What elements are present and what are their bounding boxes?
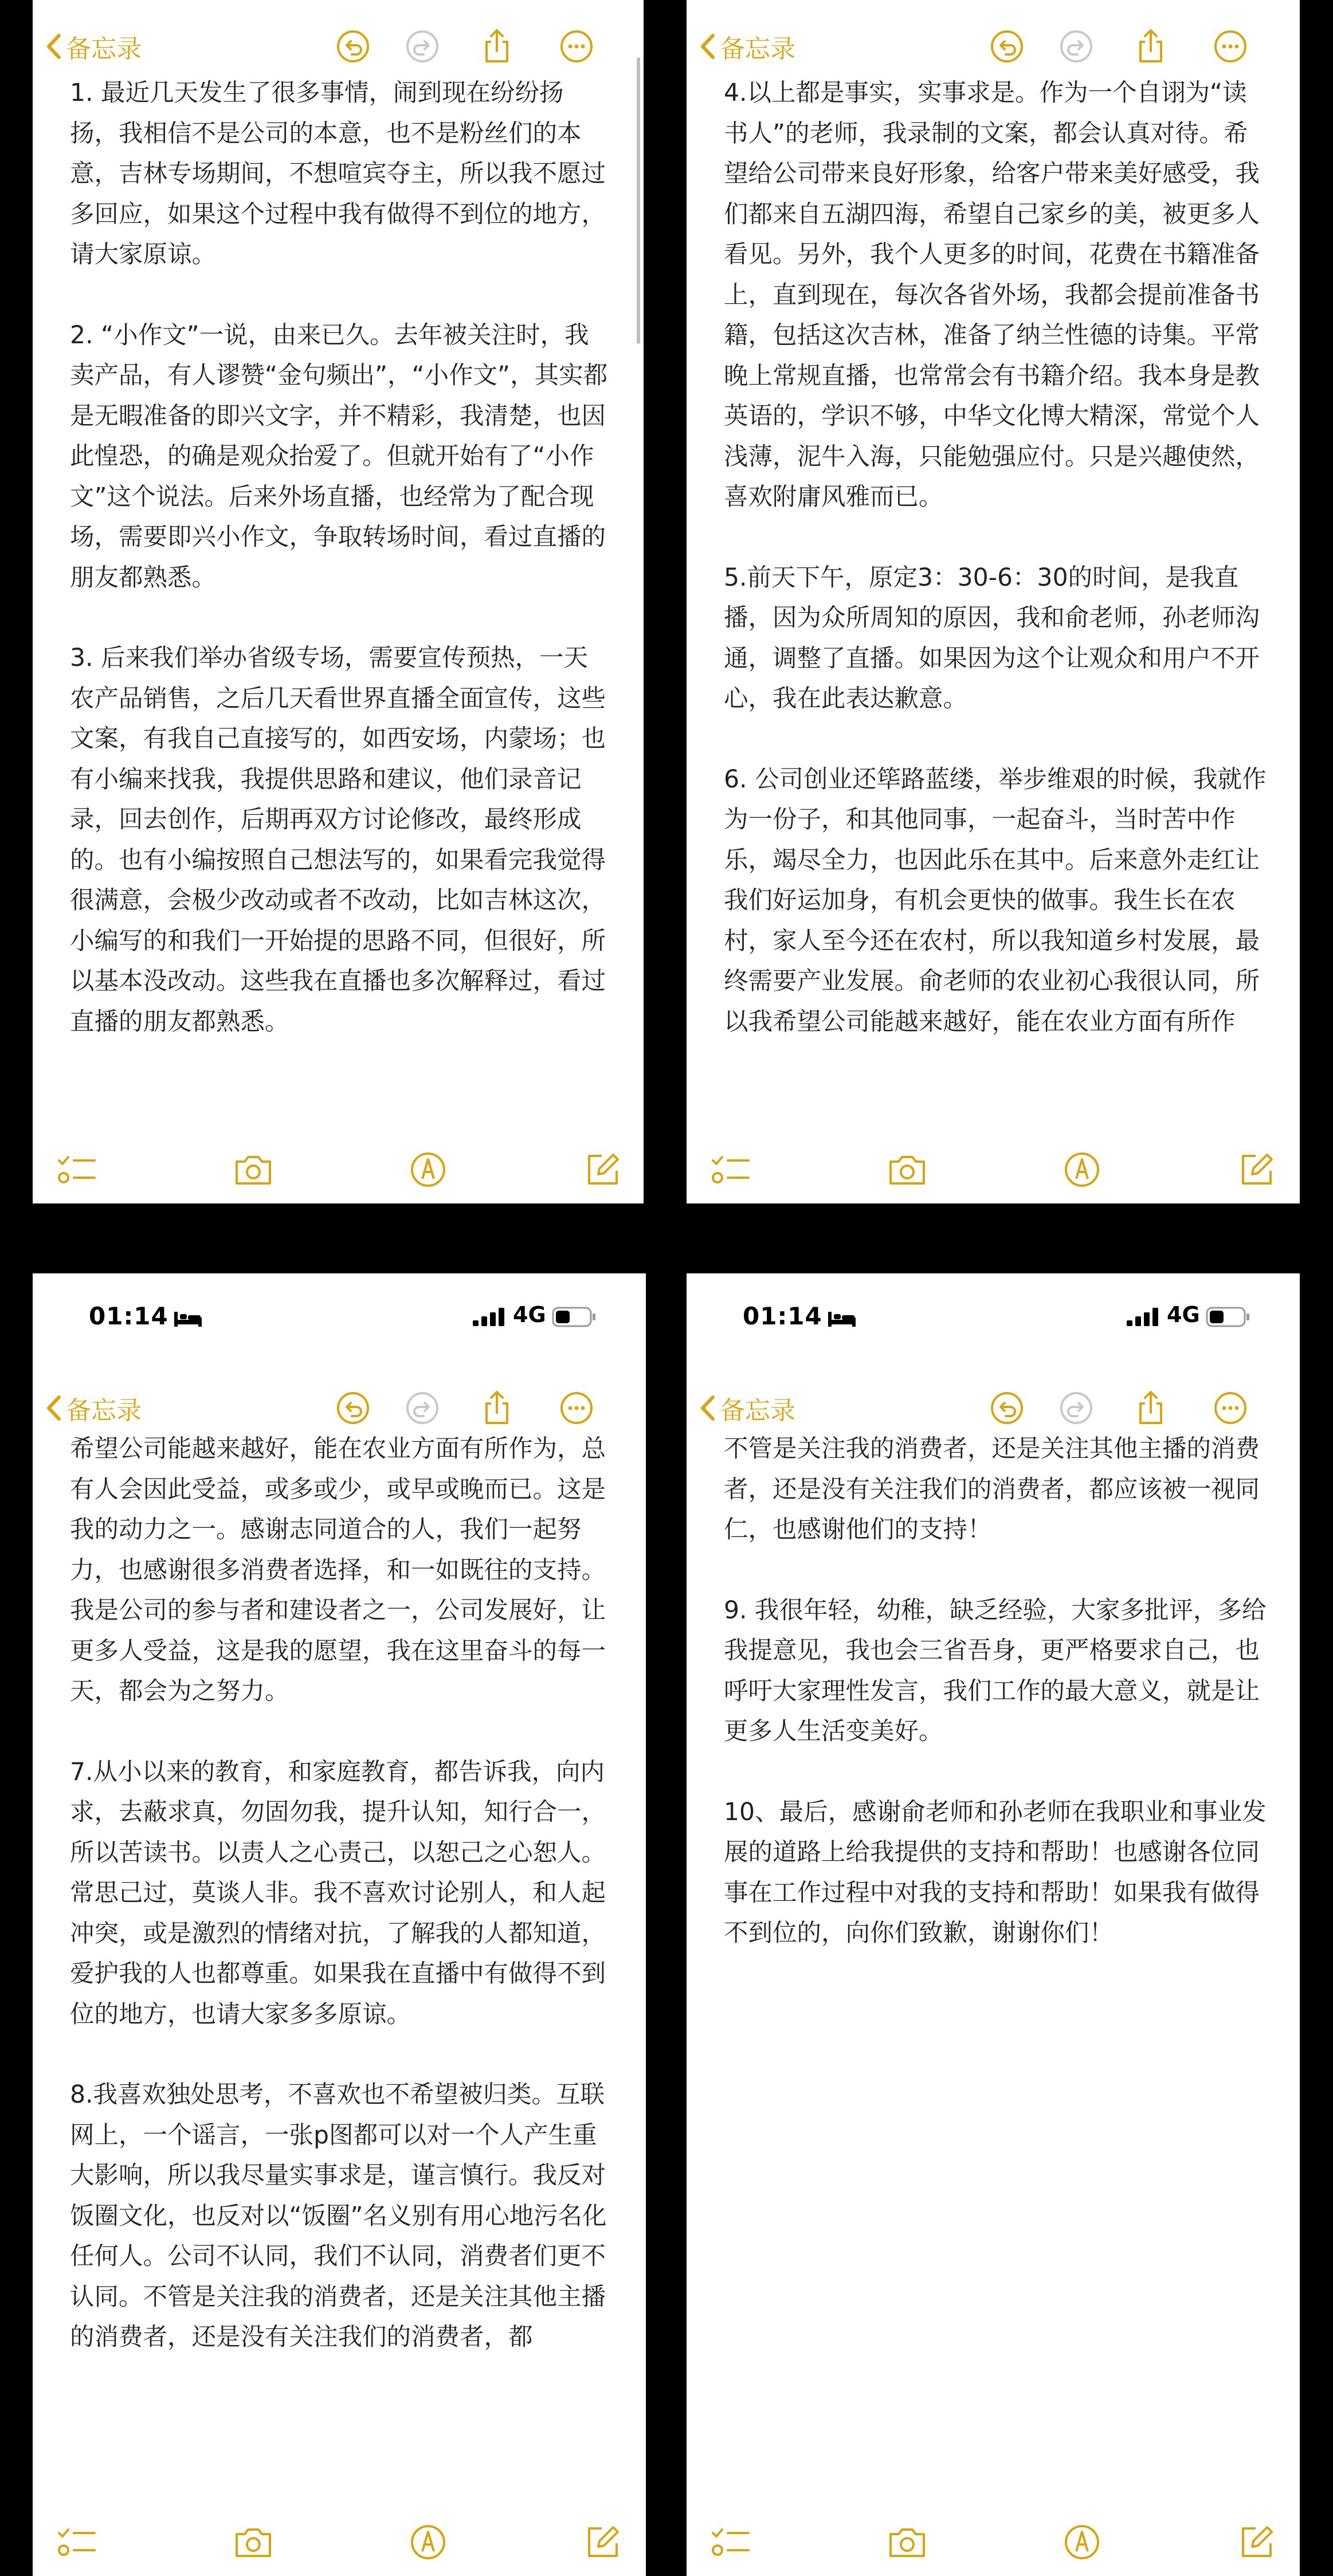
back-button[interactable] xyxy=(699,1382,795,1434)
back-label: 备忘录 xyxy=(66,34,142,64)
note-paragraph: 8.我喜欢独处思考，不喜欢也不希望被归类。互联网上，一个谣言，一张p图都可以对一个人产生重大影响，所以我尽量实事求是，谨言慎行。我反对饭圈文化，也反对以“饭圈”名义别有用心地污名化任何人。公司不认同，我们不认同，消费者们更不认同。不管是关注我的消费者，还是关注其他主播的消费者，还是没有关注我们的消费者，都 xyxy=(70,2081,607,2351)
redo-button[interactable] xyxy=(1058,1390,1095,1426)
note-paragraph: 10、最后，感谢俞老师和孙老师在我职业和事业发展的道路上给我提供的支持和帮助！也感谢各位同事在工作过程中对我的支持和帮助！如果我有做得不到位的，向你们致歉，谢谢你们！ xyxy=(724,1798,1267,1947)
undo-button[interactable] xyxy=(335,1390,371,1426)
compose-icon xyxy=(1238,2524,1275,2561)
chevron-left-icon xyxy=(45,32,62,61)
compose-button[interactable] xyxy=(583,1150,623,1190)
note-body[interactable] xyxy=(724,1429,1268,1954)
note-paragraph: 5.前天下午，原定3：30-6：30的时间，是我直播，因为众所周知的原因，我和俞老师，孙老师沟通，调整了直播。如果因为这个让观众和用户不开心，我在此表达歉意。 xyxy=(724,563,1260,713)
note-body[interactable] xyxy=(70,1429,614,2358)
share-button[interactable] xyxy=(1132,28,1169,65)
compose-button[interactable] xyxy=(583,2522,623,2562)
undo-icon xyxy=(990,29,1024,64)
note-paragraph: 不管是关注我的消费者，还是关注其他主播的消费者，还是没有关注我们的消费者，都应该被一视同仁，也感谢他们的支持！ xyxy=(724,1435,1260,1544)
note-paragraph: 希望公司能越来越好，能在农业方面有所作为，总有人会因此受益，或多或少，或早或晚而已。这是我的动力之一。感谢志同道合的人，我们一起努力，也感谢很多消费者选择，和一如既往的支持。我是公司的参与者和建设者之一，公司发展好，让更多人受益，这是我的愿望，我在这里奋斗的每一天，都会为之努力。 xyxy=(70,1435,606,1705)
share-icon xyxy=(1134,28,1168,65)
network-type: 4G xyxy=(513,1302,546,1327)
redo-button[interactable] xyxy=(404,1390,441,1426)
checklist-icon xyxy=(711,1151,751,1188)
redo-icon xyxy=(1059,1391,1093,1425)
note-paragraph: 6. 公司创业还筚路蓝缕，举步维艰的时候，我就作为一份子，和其他同事，一起奋斗，当时苦中作乐，竭尽全力，也因此乐在其中。后来意外走红让我们好运加身，有机会更快的做事。我生长在农村，家人至今还在农村，所以我知道乡村发展，最终需要产业发展。俞老师的农业初心我很认同，所以我希望公司能越来越好，能在农业方面有所作 xyxy=(724,765,1267,1036)
scrollbar[interactable] xyxy=(637,57,640,344)
bottom-toolbar xyxy=(687,2507,1300,2576)
more-button[interactable] xyxy=(1212,1390,1249,1426)
note-body[interactable] xyxy=(724,73,1268,1042)
checklist-icon xyxy=(57,1151,97,1188)
note-paragraph: 1. 最近几天发生了很多事情，闹到现在纷纷扬扬，我相信不是公司的本意，也不是粉丝们的本意，吉林专场期间，不想喧宾夺主，所以我不愿过多回应，如果这个过程中我有做得不到位的地方，请大家原谅。 xyxy=(70,79,606,269)
nav-bar xyxy=(33,21,644,72)
markup-button[interactable] xyxy=(1062,2522,1102,2562)
more-icon xyxy=(559,29,594,64)
camera-button[interactable] xyxy=(233,2522,273,2562)
note-paragraph: 4.以上都是事实，实事求是。作为一个自诩为“读书人”的老师，我录制的文案，都会认真对待。希望给公司带来良好形象，给客户带来美好感受，我们都来自五湖四海，希望自己家乡的美，被更多人看见。另外，我个人更多的时间，花费在书籍准备上，直到现在，每次各省外场，我都会提前准备书籍，包括这次吉林，准备了纳兰性德的诗集。平常晚上常规直播，也常常会有书籍介绍。我本身是教英语的，学识不够，中华文化博大精深，常觉个人浅薄，泥牛入海，只能勉强应付。只是兴趣使然，喜欢附庸风雅而已。 xyxy=(724,79,1260,511)
bottom-toolbar xyxy=(33,1135,644,1203)
compose-button[interactable] xyxy=(1237,2522,1277,2562)
checklist-button[interactable] xyxy=(57,1150,97,1190)
undo-icon xyxy=(990,1391,1024,1425)
checklist-icon xyxy=(711,2524,751,2561)
more-icon xyxy=(559,1391,594,1425)
markup-button[interactable] xyxy=(408,2522,448,2562)
status-time: 01:14 xyxy=(743,1302,857,1330)
nav-bar xyxy=(687,21,1300,72)
markup-pen-icon xyxy=(410,1151,446,1188)
status-bar xyxy=(33,1273,646,1364)
more-button[interactable] xyxy=(558,28,595,65)
markup-pen-icon xyxy=(1064,1151,1100,1188)
chevron-left-icon xyxy=(45,1394,62,1422)
share-icon xyxy=(480,28,514,65)
note-screen-2 xyxy=(687,0,1300,1203)
more-icon xyxy=(1213,1391,1248,1425)
share-button[interactable] xyxy=(479,28,515,65)
note-paragraph: 3. 后来我们举办省级专场，需要宣传预热，一天农产品销售，之后几天看世界直播全面宣传，这些文案，有我自己直接写的，如西安场，内蒙场；也有小编来找我，我提供思路和建议，他们录音记录，回去创作，后期再双方讨论修改，最终形成的。也有小编按照自己想法写的，如果看完我觉得很满意，会极少改动或者不改动，比如吉林这次，小编写的和我们一开始提的思路不同，但很好，所以基本没改动。这些我在直播也多次解释过，看过直播的朋友都熟悉。 xyxy=(70,644,606,1036)
camera-icon xyxy=(887,1152,927,1187)
share-button[interactable] xyxy=(1132,1390,1169,1426)
status-time: 01:14 xyxy=(89,1302,203,1330)
compose-icon xyxy=(1238,1151,1275,1188)
note-body[interactable] xyxy=(70,73,611,1042)
camera-icon xyxy=(887,2525,927,2559)
redo-icon xyxy=(405,1391,440,1425)
battery-icon xyxy=(1206,1307,1252,1327)
camera-button[interactable] xyxy=(233,1150,273,1190)
undo-button[interactable] xyxy=(989,28,1025,65)
checklist-button[interactable] xyxy=(711,2522,751,2562)
note-paragraph: 7.从小以来的教育，和家庭教育，都告诉我，向内求，去蔽求真，勿固勿我，提升认知，知行合一，所以苦读书。以责人之心责己，以恕己之心恕人。常思己过，莫谈人非。我不喜欢讨论别人，和人起冲突，或是激烈的情绪对抗，了解我的人都知道，爱护我的人也都尊重。如果我在直播中有做得不到位的地方，也请大家多多原谅。 xyxy=(70,1758,606,2029)
checklist-button[interactable] xyxy=(711,1150,751,1190)
back-button[interactable] xyxy=(699,21,795,72)
compose-icon xyxy=(585,1151,621,1188)
bottom-toolbar xyxy=(687,1135,1300,1203)
undo-button[interactable] xyxy=(989,1390,1025,1426)
back-button[interactable] xyxy=(45,1382,142,1434)
nav-bar xyxy=(33,1382,646,1434)
bed-icon xyxy=(173,1309,203,1328)
share-button[interactable] xyxy=(479,1390,515,1426)
share-icon xyxy=(1134,1390,1168,1426)
markup-button[interactable] xyxy=(408,1150,448,1190)
chevron-left-icon xyxy=(699,1394,716,1422)
more-icon xyxy=(1213,29,1248,64)
more-button[interactable] xyxy=(558,1390,595,1426)
checklist-button[interactable] xyxy=(57,2522,97,2562)
redo-icon xyxy=(1059,29,1093,64)
note-paragraph: 9. 我很年轻，幼稚，缺乏经验，大家多批评，多给我提意见，我也会三省吾身，更严格要求自己，也呼吁大家理性发言，我们工作的最大意义，就是让更多人生活变美好。 xyxy=(724,1596,1267,1746)
chevron-left-icon xyxy=(699,32,716,61)
undo-icon xyxy=(336,1391,370,1425)
camera-icon xyxy=(233,1152,273,1187)
compose-icon xyxy=(585,2524,621,2561)
note-screen-1 xyxy=(33,0,644,1203)
markup-pen-icon xyxy=(1064,2524,1100,2561)
camera-button[interactable] xyxy=(887,1150,927,1190)
undo-button[interactable] xyxy=(335,28,371,65)
back-button[interactable] xyxy=(45,21,142,72)
camera-button[interactable] xyxy=(887,2522,927,2562)
note-paragraph: 2. “小作文”一说，由来已久。去年被关注时，我卖产品，有人谬赞“金句频出”，“小作文”，其实都是无暇准备的即兴文字，并不精彩，我清楚，也因此惶恐，的确是观众抬爱了。但就开始有了“小作文”这个说法。后来外场直播，也经常为了配合现场，需要即兴小作文，争取转场时间，看过直播的朋友都熟悉。 xyxy=(70,321,608,592)
more-button[interactable] xyxy=(1212,28,1249,65)
redo-button[interactable] xyxy=(1058,28,1095,65)
back-label: 备忘录 xyxy=(66,1396,142,1425)
redo-button[interactable] xyxy=(404,28,441,65)
compose-button[interactable] xyxy=(1237,1150,1277,1190)
share-icon xyxy=(480,1390,514,1426)
signal-icon xyxy=(472,1308,507,1326)
markup-pen-icon xyxy=(410,2524,446,2561)
redo-icon xyxy=(405,29,440,64)
checklist-icon xyxy=(57,2524,97,2561)
battery-icon xyxy=(552,1307,598,1327)
status-bar xyxy=(687,1273,1300,1364)
markup-button[interactable] xyxy=(1062,1150,1102,1190)
bed-icon xyxy=(827,1309,857,1328)
undo-icon xyxy=(336,29,370,64)
back-label: 备忘录 xyxy=(720,34,795,64)
signal-icon xyxy=(1126,1308,1161,1326)
note-screen-4 xyxy=(687,1273,1300,2576)
nav-bar xyxy=(687,1382,1300,1434)
back-label: 备忘录 xyxy=(720,1396,795,1425)
note-screen-3 xyxy=(33,1273,646,2576)
camera-icon xyxy=(233,2525,273,2559)
network-type: 4G xyxy=(1167,1302,1200,1327)
bottom-toolbar xyxy=(33,2507,646,2576)
